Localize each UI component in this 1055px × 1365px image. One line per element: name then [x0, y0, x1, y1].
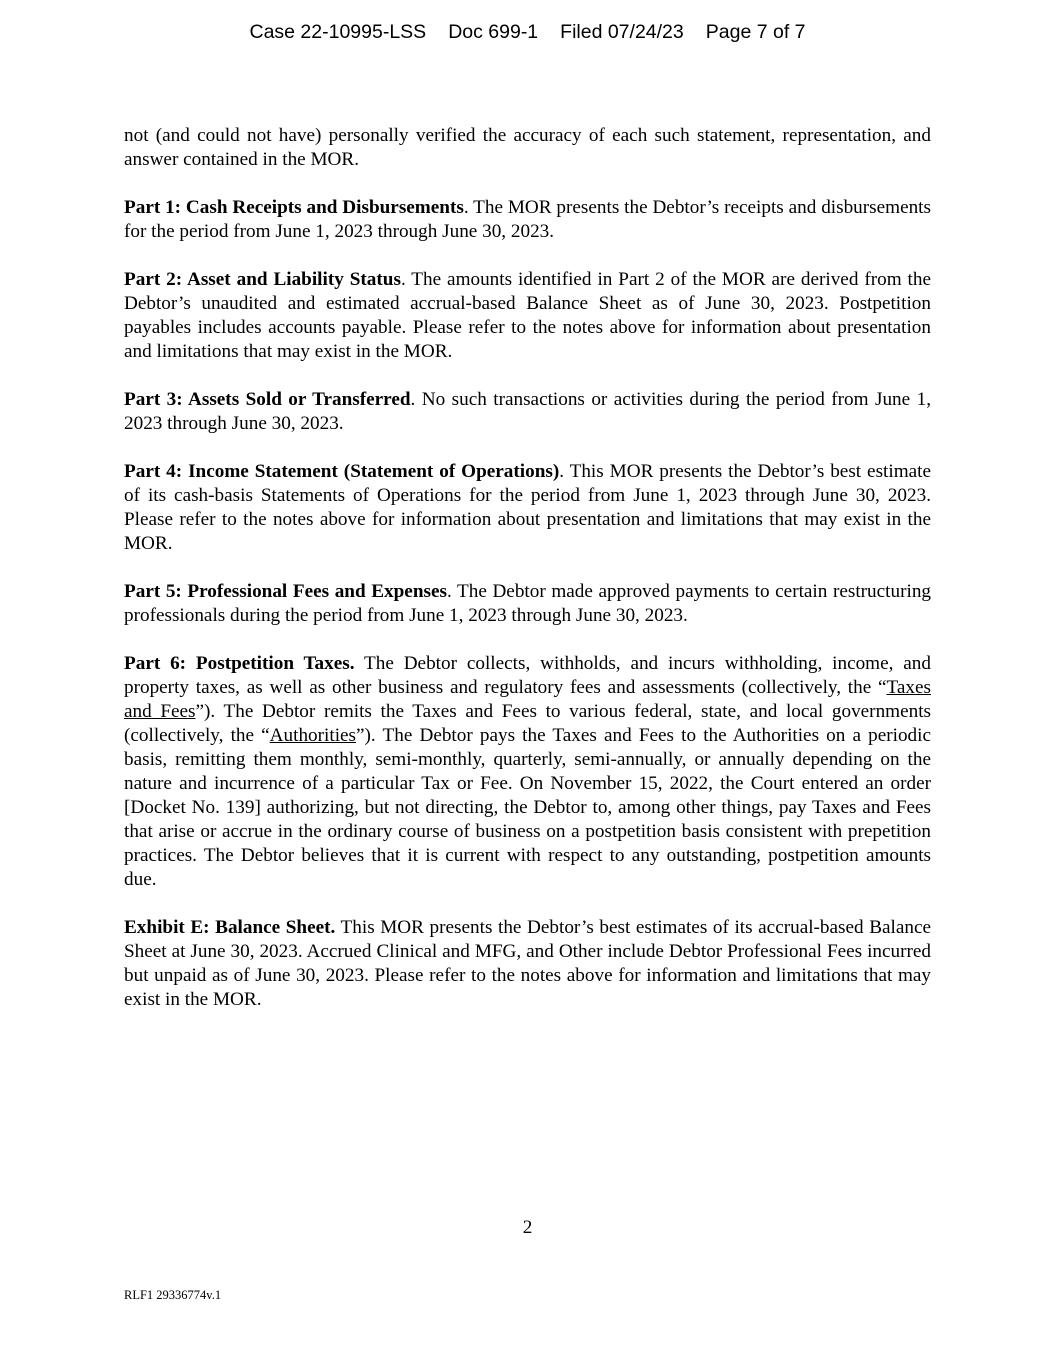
docket-number: Doc 699-1 — [448, 21, 539, 43]
part3-heading: Part 3: Assets Sold or Transferred — [124, 389, 411, 410]
part3-text: . No such transactions or activities during the period from June 1, 2023 through June 30, 2023. — [124, 389, 931, 434]
part3-paragraph — [124, 388, 931, 436]
part1-paragraph — [124, 196, 931, 244]
part1-heading: Part 1: Cash Receipts and Disbursements — [124, 197, 464, 218]
part6-heading: Part 6: Postpetition Taxes. — [124, 653, 355, 674]
part1-text: . The MOR presents the Debtor’s receipts and disbursements for the period from June 1, 2023 through June 30, 2023. — [124, 197, 931, 242]
part2-paragraph — [124, 268, 931, 364]
part5-heading: Part 5: Professional Fees and Expenses — [124, 581, 447, 602]
intro-paragraph: not (and could not have) personally verified the accuracy of each such statement, representation, and answer contained in the MOR. — [124, 125, 931, 170]
part4-paragraph — [124, 460, 931, 556]
part5-paragraph — [124, 580, 931, 628]
part4-heading: Part 4: Income Statement (Statement of Operations) — [124, 461, 560, 482]
case-header — [0, 20, 1055, 44]
part6-text-b: ”). The Debtor remits the Taxes and Fees to various federal, state, and local governments (collectively, the “ — [124, 701, 931, 746]
document-body — [124, 124, 931, 1036]
defined-term-taxes-and-fees: Taxes and Fees — [124, 677, 931, 722]
part2-text: . The amounts identified in Part 2 of the MOR are derived from the Debtor’s unaudited and estimated accrual-based Balance Sheet as of June 30, 2023. Postpetition payables includes accounts payable. Please refer to the notes above for information about presentation and limitations that may exist in the MOR. — [124, 269, 931, 362]
page-number: 2 — [522, 1217, 533, 1238]
part6-paragraph — [124, 652, 931, 892]
part4-text: . This MOR presents the Debtor’s best estimate of its cash-basis Statements of Operations for the period from June 1, 2023 through June 30, 2023. Please refer to the notes above for information about presentation and limitations that may exist in the MOR. — [124, 461, 931, 554]
case-number: Case 22-10995-LSS — [249, 21, 427, 43]
document-id: RLF1 29336774v.1 — [124, 1288, 222, 1302]
part5-text: . The Debtor made approved payments to certain restructuring professionals during the period from June 1, 2023 through June 30, 2023. — [124, 581, 932, 626]
part2-heading: Part 2: Asset and Liability Status — [124, 269, 401, 290]
exhibit-e-text: This MOR presents the Debtor’s best estimates of its accrual-based Balance Sheet at June 30, 2023. Accrued Clinical and MFG, and Other include Debtor Professional Fees incurred but unpaid as of June 30, 2023. Please refer to the notes above for information and limitations that may exist in the MOR. — [124, 917, 931, 1010]
defined-term-authorities: Authorities — [269, 725, 357, 746]
exhibit-e-heading: Exhibit E: Balance Sheet. — [124, 917, 336, 938]
part6-text-c: ”). The Debtor pays the Taxes and Fees to the Authorities on a periodic basis, remitting them monthly, semi-monthly, quarterly, semi-annually, or annually depending on the nature and incurrence of a particular Tax or Fee. On November 15, 2022, the Court entered an order [Docket No. 139] authorizing, but not directing, the Debtor to, among other things, pay Taxes and Fees that arise or accrue in the ordinary course of business on a postpetition basis consistent with prepetition practices. The Debtor believes that it is current with respect to any outstanding, postpetition amounts due. — [124, 725, 931, 890]
page-count: Page 7 of 7 — [705, 21, 806, 43]
part6-text-a: The Debtor collects, withholds, and incurs withholding, income, and property taxes, as well as other business and regulatory fees and assessments (collectively, the “ — [124, 653, 931, 698]
filed-date: Filed 07/24/23 — [560, 21, 684, 43]
exhibit-e-paragraph — [124, 916, 931, 1012]
